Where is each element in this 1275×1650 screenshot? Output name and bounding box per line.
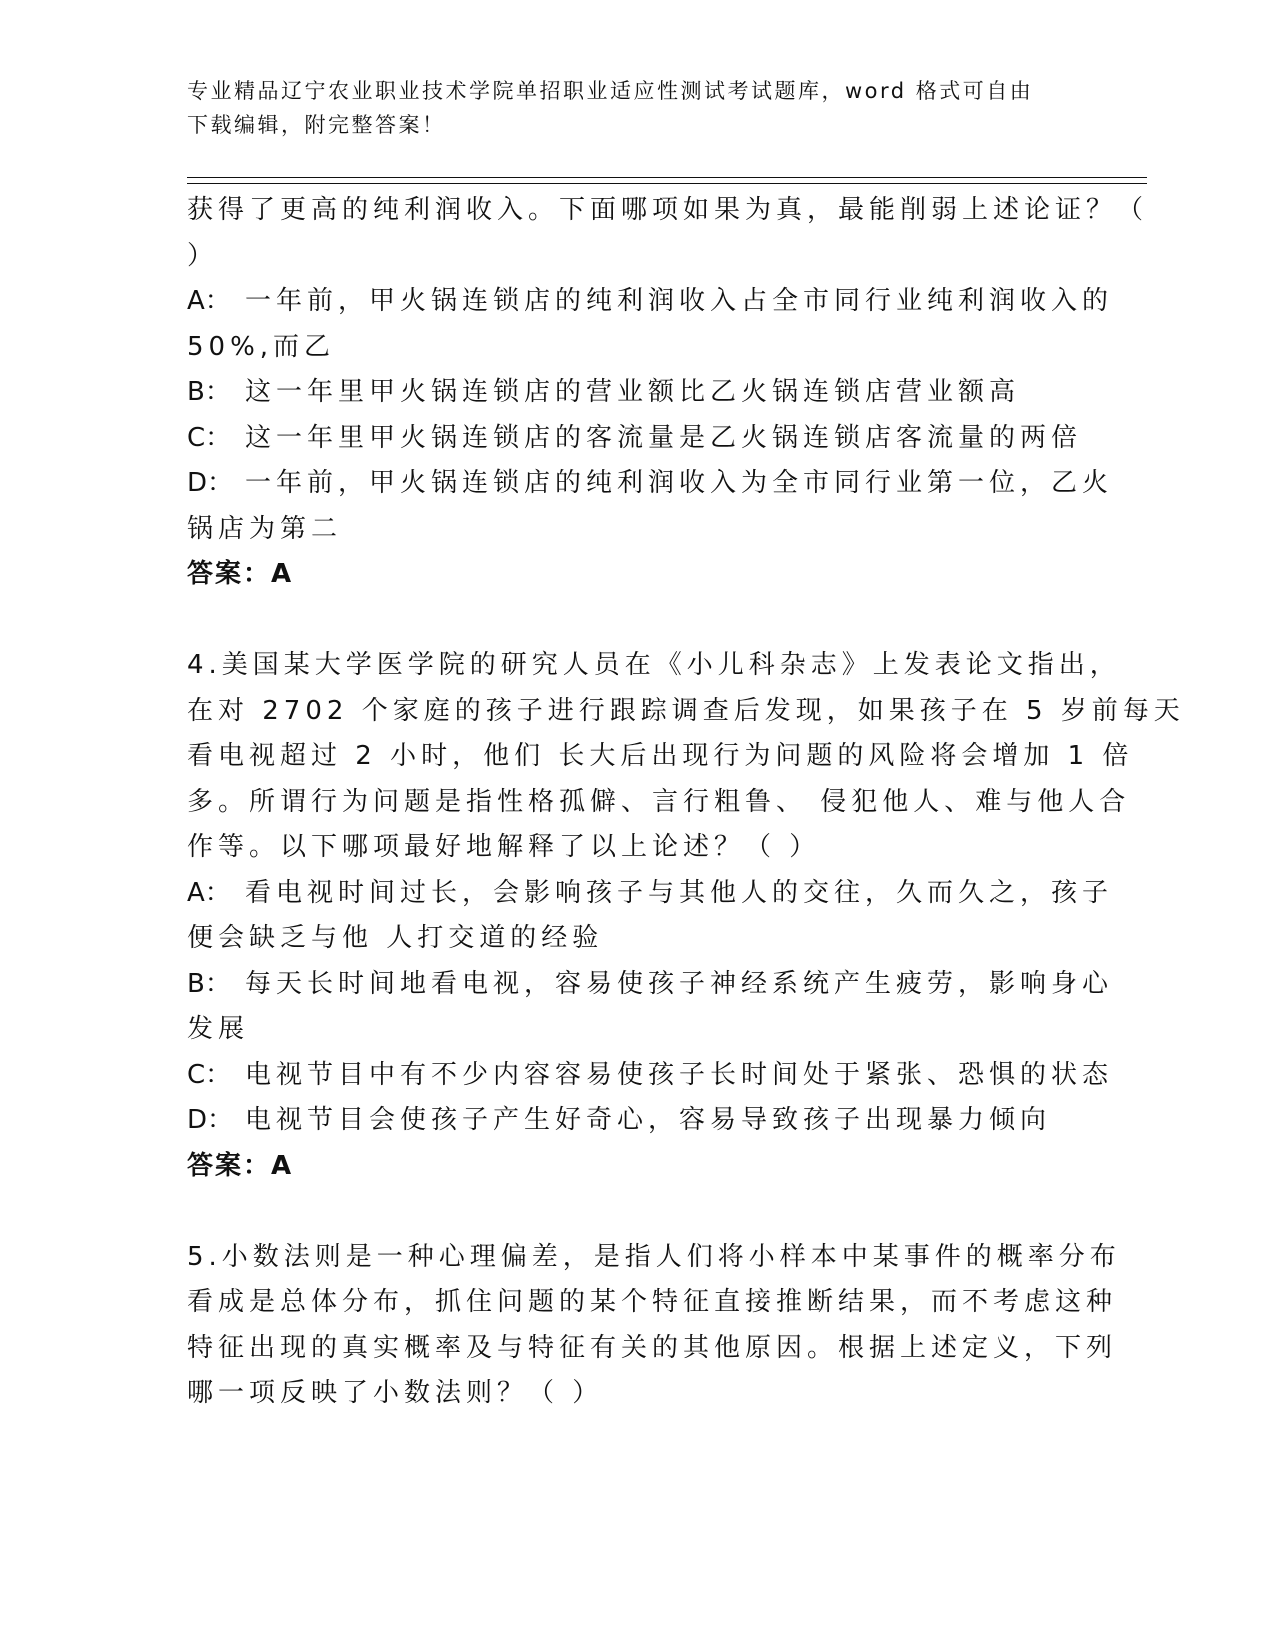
- option-label: B：: [187, 968, 231, 999]
- question-4-option-d: [187, 1098, 1077, 1144]
- question-3-stem-line-1: 获得了更高的纯利润收入。下面哪项如果为真，最能削弱上述论证？（: [187, 195, 1149, 225]
- question-5-stem-line-3: 特征出现的真实概率及与特征有关的其他原因。根据上述定义，下列: [187, 1332, 1118, 1363]
- question-4-option-a-cont: 便会缺乏与他 人打交道的经验: [187, 923, 604, 953]
- question-3-option-a-cont: 50%,而乙: [187, 331, 336, 362]
- answer-value: A: [271, 1150, 294, 1181]
- option-text: 电视节目中有不少内容容易使孩子长时间处于紧张、恐惧的状态: [245, 1059, 1114, 1090]
- answer-label: 答案：: [187, 1150, 272, 1181]
- header-line-2: 下载编辑，附完整答案！: [187, 113, 446, 137]
- option-label: A：: [187, 286, 231, 316]
- document-body: [187, 188, 1185, 1417]
- question-3-option-c: [187, 416, 1083, 462]
- question-3-option-d: [187, 461, 1114, 507]
- question-4-option-a: [187, 871, 1114, 917]
- header-rule-bottom: [187, 183, 1147, 184]
- question-4-stem-line-5: 作等。以下哪项最好地解释了以上论述？（ ）: [187, 832, 821, 862]
- answer-label: 答案：: [187, 559, 272, 589]
- option-label: D：: [187, 468, 234, 498]
- option-text: 一年前，甲火锅连锁店的纯利润收入为全市同行业第一位，乙火: [245, 468, 1114, 498]
- question-3-option-a: [187, 279, 1114, 325]
- spacer: [187, 598, 1077, 644]
- header-line-1: 专业精品辽宁农业职业技术学院单招职业适应性测试考试题库，word 格式可自由: [187, 79, 1034, 103]
- question-3: [187, 188, 1149, 598]
- option-label: D：: [187, 1105, 234, 1135]
- question-4-option-b-cont: 发展: [187, 1014, 250, 1044]
- option-text: 电视节目会使孩子产生好奇心，容易导致孩子出现暴力倾向: [245, 1105, 1052, 1135]
- question-4-stem-line-4: 多。所谓行为问题是指性格孤僻、言行粗鲁、 侵犯他人、难与他人合: [187, 786, 1131, 817]
- option-label: C：: [187, 1059, 232, 1090]
- question-5-stem-line-4: 哪一项反映了小数法则？（ ）: [187, 1378, 604, 1408]
- answer-value: A: [271, 559, 294, 589]
- option-text: 一年前，甲火锅连锁店的纯利润收入占全市同行业纯利润收入的: [245, 286, 1114, 316]
- option-text: 每天长时间地看电视，容易使孩子神经系统产生疲劳，影响身心: [245, 968, 1114, 999]
- question-4-stem-line-1: 4.美国某大学医学院的研究人员在《小儿科杂志》上发表论文指出，: [187, 650, 1121, 680]
- option-label: C：: [187, 422, 232, 453]
- question-4-stem-line-3: 看电视超过 2 小时，他们 长大后出现行为问题的风险将会增加 1 倍: [187, 741, 1134, 771]
- option-label: B：: [187, 377, 231, 407]
- question-4-option-b: [187, 962, 1114, 1008]
- question-3-stem-line-2: ）: [187, 240, 219, 271]
- option-text: 看电视时间过长，会影响孩子与其他人的交往，久而久之，孩子: [245, 877, 1114, 908]
- option-label: A：: [187, 877, 231, 908]
- spacer: [187, 1189, 1077, 1235]
- header-rule-top: [187, 177, 1147, 178]
- question-4-answer: [187, 1144, 1077, 1190]
- option-text: 这一年里甲火锅连锁店的营业额比乙火锅连锁店营业额高: [245, 377, 1021, 407]
- option-text: 这一年里甲火锅连锁店的客流量是乙火锅连锁店客流量的两倍: [245, 422, 1083, 453]
- question-3-option-d-cont: 锅店为第二: [187, 513, 343, 544]
- question-5-stem-line-2: 看成是总体分布，抓住问题的某个特征直接推断结果，而不考虑这种: [187, 1287, 1118, 1317]
- page-header: [187, 74, 1067, 142]
- question-4-option-c: [187, 1053, 1114, 1099]
- question-3-answer: [187, 552, 1077, 598]
- question-5-stem-line-1: 5.小数法则是一种心理偏差，是指人们将小样本中某事件的概率分布: [187, 1241, 1121, 1272]
- question-3-option-b: [187, 370, 1077, 416]
- question-4: [187, 643, 1185, 1189]
- question-4-stem-line-2: 在对 2702 个家庭的孩子进行跟踪调查后发现，如果孩子在 5 岁前每天: [187, 695, 1185, 726]
- question-5: [187, 1235, 1121, 1417]
